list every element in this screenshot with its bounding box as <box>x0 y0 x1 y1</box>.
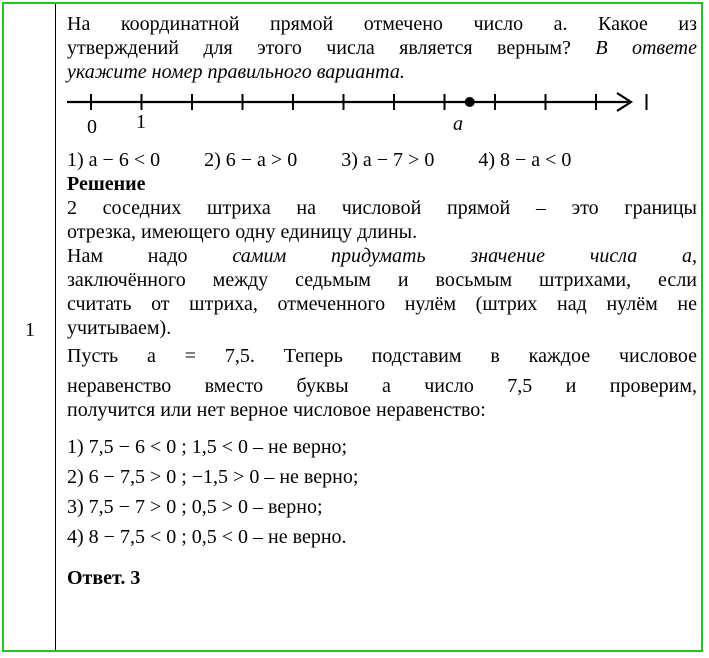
problem-frame <box>2 2 703 652</box>
solution-p3-line1: Пусть a = 7,5. Теперь подставим в каждое числовое <box>67 345 697 367</box>
check-4: 4) 8 − 7,5 < 0 ; 0,5 < 0 – не верно. <box>67 526 347 548</box>
number-line-svg <box>67 90 697 140</box>
check-2: 2) 6 − 7,5 > 0 ; −1,5 > 0 – не верно; <box>67 466 359 488</box>
number-line <box>67 90 697 140</box>
number-column <box>4 4 56 650</box>
label-a: a <box>453 113 463 135</box>
check-1: 1) 7,5 − 6 < 0 ; 1,5 < 0 – не верно; <box>67 436 348 458</box>
check-3: 3) 7,5 − 7 > 0 ; 0,5 > 0 – верно; <box>67 496 323 518</box>
answer-options <box>67 148 697 172</box>
question-line-1: На координатной прямой отмечено число a. Какое из <box>67 13 697 35</box>
solution-heading: Решение <box>67 173 146 195</box>
solution-p3-line3: получится или нет верное числовое неравенство: <box>67 399 486 421</box>
option-3: 3) a − 7 > 0 <box>341 149 435 171</box>
answer: Ответ. 3 <box>67 567 141 589</box>
solution-p1-line2: отрезка, имеющего одну единицу длины. <box>67 221 418 243</box>
question-line-2: утверждений для этого числа является верным? В ответе <box>67 37 698 59</box>
point-a <box>465 97 475 107</box>
option-1: 1) a − 6 < 0 <box>67 149 161 171</box>
label-one: 1 <box>136 111 146 133</box>
solution-p2-line1: Нам надо самим придумать значение числа a, <box>67 245 697 267</box>
checks-list <box>67 432 697 552</box>
option-4: 4) 8 − a < 0 <box>478 149 572 171</box>
option-2: 2) 6 − a > 0 <box>204 149 298 171</box>
question-line-3: укажите номер правильного варианта. <box>67 61 405 83</box>
solution-p3-line2: неравенство вместо буквы a число 7,5 и проверим, <box>67 375 697 397</box>
label-zero: 0 <box>87 116 97 138</box>
problem-content <box>67 12 697 590</box>
solution-p1-line1: 2 соседних штриха на числовой прямой – это границы <box>67 197 697 219</box>
solution-p2-line2: заключённого между седьмым и восьмым штрихами, если <box>67 269 697 291</box>
solution-p2-line3: считать от штриха, отмеченного нулём (штрих над нулём не <box>67 293 697 315</box>
problem-number: 1 <box>25 319 35 341</box>
solution-p2-line4: учитываем). <box>67 317 172 339</box>
